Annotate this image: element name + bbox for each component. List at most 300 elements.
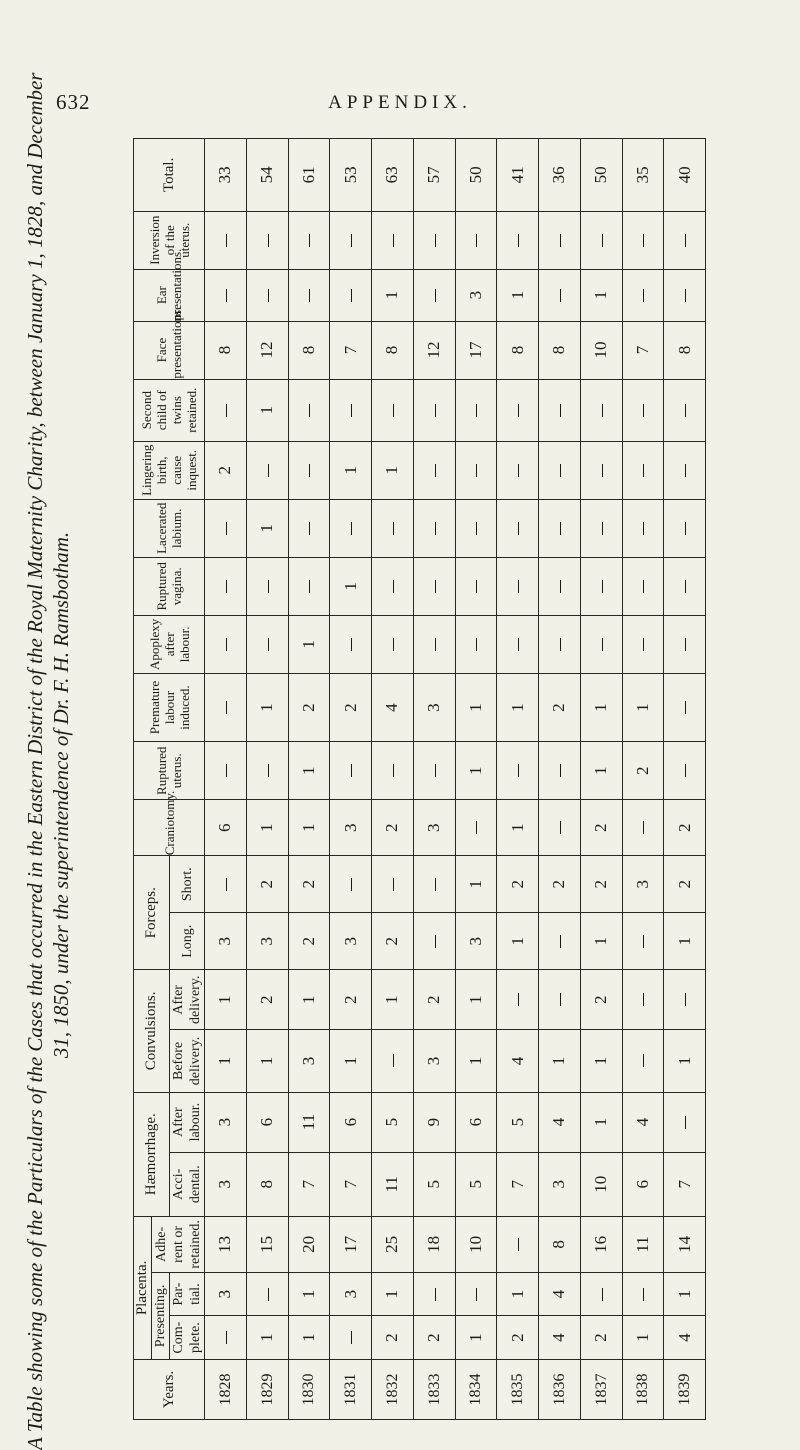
dash-mark bbox=[560, 289, 561, 302]
cell-total: 50 bbox=[455, 139, 497, 212]
cell-total: 35 bbox=[622, 139, 664, 212]
cell-adherent: 13 bbox=[205, 1216, 247, 1272]
cell-complete: 2 bbox=[497, 1316, 539, 1360]
cell-craniotomy: 2 bbox=[372, 800, 414, 856]
dash-mark bbox=[435, 878, 436, 891]
cell-complete bbox=[330, 1316, 372, 1360]
cell-apoplexy bbox=[622, 615, 664, 673]
cell-face: 8 bbox=[497, 321, 539, 379]
dash-mark bbox=[393, 580, 394, 593]
after-delivery-header: After delivery. bbox=[170, 970, 205, 1030]
cell-second-child bbox=[413, 379, 455, 441]
cell-adherent: 16 bbox=[580, 1216, 622, 1272]
dash-mark bbox=[268, 464, 269, 477]
dash-mark bbox=[435, 638, 436, 651]
dash-mark bbox=[226, 580, 227, 593]
dash-mark bbox=[518, 522, 519, 535]
dash-mark bbox=[643, 234, 644, 247]
cell-before: 1 bbox=[205, 1030, 247, 1092]
cell-lingering: 1 bbox=[330, 441, 372, 499]
cell-ruptured-uterus bbox=[413, 742, 455, 800]
cell-year: 1837 bbox=[580, 1359, 622, 1419]
cell-craniotomy: 1 bbox=[246, 800, 288, 856]
cell-ruptured-uterus: 1 bbox=[580, 742, 622, 800]
cell-apoplexy bbox=[664, 615, 706, 673]
cell-second-child bbox=[372, 379, 414, 441]
premature-labour-header: Premature labour induced. bbox=[134, 673, 205, 741]
cell-vagina bbox=[372, 557, 414, 615]
cell-partial bbox=[455, 1272, 497, 1316]
cell-long: 3 bbox=[205, 913, 247, 970]
cell-long: 2 bbox=[372, 913, 414, 970]
dash-mark bbox=[560, 522, 561, 535]
after-labour-header: After labour. bbox=[170, 1092, 205, 1152]
haemorrhage-header: Hæmorrhage. bbox=[134, 1092, 170, 1216]
cell-total: 33 bbox=[205, 139, 247, 212]
table-row bbox=[622, 139, 664, 1420]
cell-after-labour: 6 bbox=[246, 1092, 288, 1152]
dash-mark bbox=[226, 289, 227, 302]
dash-mark bbox=[560, 764, 561, 777]
cell-year: 1834 bbox=[455, 1359, 497, 1419]
cell-lingering bbox=[246, 441, 288, 499]
cell-second-child: 1 bbox=[246, 379, 288, 441]
dash-mark bbox=[393, 234, 394, 247]
cell-labium bbox=[497, 499, 539, 557]
dash-mark bbox=[560, 993, 561, 1006]
cell-long: 1 bbox=[664, 913, 706, 970]
cell-craniotomy: 6 bbox=[205, 800, 247, 856]
dash-mark bbox=[685, 701, 686, 714]
adherent-header: Adhe-rent or retained. bbox=[152, 1216, 205, 1272]
cell-total: 41 bbox=[497, 139, 539, 212]
cell-partial bbox=[580, 1272, 622, 1316]
cell-face: 8 bbox=[664, 321, 706, 379]
dash-mark bbox=[393, 878, 394, 891]
dash-mark bbox=[351, 522, 352, 535]
table-row bbox=[246, 139, 288, 1420]
cell-premature: 1 bbox=[455, 673, 497, 741]
cell-long: 1 bbox=[580, 913, 622, 970]
inversion-header: Inversion of the uterus. bbox=[134, 211, 205, 269]
cell-inversion bbox=[497, 211, 539, 269]
cell-total: 36 bbox=[539, 139, 581, 212]
cell-second-child bbox=[497, 379, 539, 441]
cell-after-labour: 6 bbox=[330, 1092, 372, 1152]
dash-mark bbox=[518, 764, 519, 777]
dash-mark bbox=[602, 580, 603, 593]
dash-mark bbox=[685, 404, 686, 417]
cell-total: 40 bbox=[664, 139, 706, 212]
cell-short bbox=[372, 856, 414, 913]
dash-mark bbox=[643, 993, 644, 1006]
dash-mark bbox=[518, 1238, 519, 1251]
cell-complete: 4 bbox=[539, 1316, 581, 1360]
cell-accidental: 5 bbox=[413, 1152, 455, 1216]
cell-craniotomy bbox=[539, 800, 581, 856]
cell-apoplexy bbox=[246, 615, 288, 673]
dash-mark bbox=[685, 580, 686, 593]
dash-mark bbox=[309, 580, 310, 593]
dash-mark bbox=[560, 404, 561, 417]
cell-vagina bbox=[455, 557, 497, 615]
dash-mark bbox=[351, 764, 352, 777]
cell-ruptured-uterus: 1 bbox=[288, 742, 330, 800]
cell-inversion bbox=[622, 211, 664, 269]
cell-after: 2 bbox=[580, 970, 622, 1030]
dash-mark bbox=[393, 764, 394, 777]
cell-premature: 2 bbox=[288, 673, 330, 741]
cell-partial bbox=[246, 1272, 288, 1316]
cell-premature bbox=[664, 673, 706, 741]
dash-mark bbox=[309, 289, 310, 302]
cell-short: 1 bbox=[455, 856, 497, 913]
dash-mark bbox=[643, 821, 644, 834]
cell-short bbox=[330, 856, 372, 913]
dash-mark bbox=[476, 522, 477, 535]
dash-mark bbox=[435, 580, 436, 593]
cell-labium bbox=[539, 499, 581, 557]
dash-mark bbox=[268, 234, 269, 247]
cell-vagina bbox=[413, 557, 455, 615]
cell-inversion bbox=[288, 211, 330, 269]
cell-inversion bbox=[539, 211, 581, 269]
cell-face: 8 bbox=[372, 321, 414, 379]
ear-presentations-header: Ear presentations. bbox=[134, 269, 205, 321]
cell-second-child bbox=[330, 379, 372, 441]
dash-mark bbox=[602, 1288, 603, 1301]
dash-mark bbox=[560, 234, 561, 247]
dash-mark bbox=[685, 764, 686, 777]
running-head: APPENDIX. bbox=[328, 92, 472, 113]
cell-adherent: 20 bbox=[288, 1216, 330, 1272]
cell-ruptured-uterus bbox=[246, 742, 288, 800]
presenting-header: Presenting. bbox=[152, 1272, 170, 1359]
dash-mark bbox=[351, 404, 352, 417]
dash-mark bbox=[476, 580, 477, 593]
dash-mark bbox=[643, 638, 644, 651]
cell-short: 2 bbox=[664, 856, 706, 913]
cell-after-labour bbox=[664, 1092, 706, 1152]
cell-before: 1 bbox=[539, 1030, 581, 1092]
dash-mark bbox=[226, 764, 227, 777]
dash-mark bbox=[309, 234, 310, 247]
dash-mark bbox=[476, 464, 477, 477]
cell-before: 1 bbox=[580, 1030, 622, 1092]
cell-ear bbox=[246, 269, 288, 321]
cell-inversion bbox=[455, 211, 497, 269]
cell-ear: 1 bbox=[497, 269, 539, 321]
cell-lingering bbox=[413, 441, 455, 499]
cell-craniotomy: 2 bbox=[580, 800, 622, 856]
dash-mark bbox=[435, 522, 436, 535]
cell-year: 1835 bbox=[497, 1359, 539, 1419]
dash-mark bbox=[351, 878, 352, 891]
cell-before: 1 bbox=[246, 1030, 288, 1092]
cell-ear bbox=[413, 269, 455, 321]
dash-mark bbox=[685, 289, 686, 302]
dash-mark bbox=[435, 289, 436, 302]
cell-labium bbox=[455, 499, 497, 557]
cell-labium bbox=[622, 499, 664, 557]
cell-accidental: 7 bbox=[497, 1152, 539, 1216]
cell-ear bbox=[288, 269, 330, 321]
table-row bbox=[539, 139, 581, 1420]
cell-premature: 2 bbox=[539, 673, 581, 741]
cell-before: 3 bbox=[413, 1030, 455, 1092]
dash-mark bbox=[602, 404, 603, 417]
cell-after-labour: 11 bbox=[288, 1092, 330, 1152]
cell-craniotomy: 1 bbox=[288, 800, 330, 856]
dash-mark bbox=[226, 522, 227, 535]
placenta-header: Placenta. bbox=[134, 1216, 152, 1359]
cell-craniotomy: 2 bbox=[664, 800, 706, 856]
cell-year: 1829 bbox=[246, 1359, 288, 1419]
dash-mark bbox=[226, 701, 227, 714]
cell-vagina bbox=[497, 557, 539, 615]
cell-after-labour: 5 bbox=[497, 1092, 539, 1152]
ruptured-uterus-header: Ruptured uterus. bbox=[134, 742, 205, 800]
cell-year: 1839 bbox=[664, 1359, 706, 1419]
cell-total: 54 bbox=[246, 139, 288, 212]
cell-complete: 4 bbox=[664, 1316, 706, 1360]
cell-inversion bbox=[246, 211, 288, 269]
cell-lingering bbox=[664, 441, 706, 499]
dash-mark bbox=[518, 638, 519, 651]
cell-accidental: 10 bbox=[580, 1152, 622, 1216]
apoplexy-header: Apoplexy after labour. bbox=[134, 615, 205, 673]
cell-partial bbox=[413, 1272, 455, 1316]
dash-mark bbox=[602, 234, 603, 247]
cell-apoplexy bbox=[455, 615, 497, 673]
dash-mark bbox=[518, 580, 519, 593]
dash-mark bbox=[268, 289, 269, 302]
cell-long bbox=[413, 913, 455, 970]
dash-mark bbox=[602, 464, 603, 477]
dash-mark bbox=[309, 404, 310, 417]
cell-inversion bbox=[330, 211, 372, 269]
cell-premature: 1 bbox=[580, 673, 622, 741]
dash-mark bbox=[685, 522, 686, 535]
cell-face: 7 bbox=[330, 321, 372, 379]
cell-complete: 2 bbox=[413, 1316, 455, 1360]
cell-year: 1832 bbox=[372, 1359, 414, 1419]
cell-apoplexy bbox=[205, 615, 247, 673]
cell-after: 1 bbox=[372, 970, 414, 1030]
dash-mark bbox=[226, 638, 227, 651]
dash-mark bbox=[435, 234, 436, 247]
cell-apoplexy bbox=[539, 615, 581, 673]
cell-after-labour: 1 bbox=[580, 1092, 622, 1152]
cell-vagina bbox=[622, 557, 664, 615]
cell-after-labour: 6 bbox=[455, 1092, 497, 1152]
cell-apoplexy: 1 bbox=[288, 615, 330, 673]
cell-ruptured-uterus bbox=[664, 742, 706, 800]
partial-header: Par-tial. bbox=[170, 1272, 205, 1316]
cell-short: 2 bbox=[580, 856, 622, 913]
cell-accidental: 7 bbox=[330, 1152, 372, 1216]
cell-partial: 1 bbox=[372, 1272, 414, 1316]
cell-after: 2 bbox=[413, 970, 455, 1030]
cell-accidental: 6 bbox=[622, 1152, 664, 1216]
dash-mark bbox=[476, 638, 477, 651]
dash-mark bbox=[518, 993, 519, 1006]
dash-mark bbox=[351, 638, 352, 651]
cell-face: 12 bbox=[413, 321, 455, 379]
dash-mark bbox=[393, 404, 394, 417]
cell-after: 1 bbox=[205, 970, 247, 1030]
cell-lingering: 2 bbox=[205, 441, 247, 499]
cell-adherent: 8 bbox=[539, 1216, 581, 1272]
dash-mark bbox=[685, 1116, 686, 1129]
cell-vagina: 1 bbox=[330, 557, 372, 615]
cell-face: 8 bbox=[205, 321, 247, 379]
dash-mark bbox=[268, 580, 269, 593]
dash-mark bbox=[435, 935, 436, 948]
cell-short bbox=[413, 856, 455, 913]
dash-mark bbox=[435, 764, 436, 777]
page-number: 632 bbox=[56, 90, 91, 114]
cell-before: 1 bbox=[330, 1030, 372, 1092]
dash-mark bbox=[309, 464, 310, 477]
cell-short: 2 bbox=[288, 856, 330, 913]
cell-short: 2 bbox=[539, 856, 581, 913]
cell-total: 53 bbox=[330, 139, 372, 212]
dash-mark bbox=[393, 522, 394, 535]
cell-ruptured-uterus: 1 bbox=[455, 742, 497, 800]
cell-labium bbox=[580, 499, 622, 557]
cell-year: 1828 bbox=[205, 1359, 247, 1419]
table-row bbox=[205, 139, 247, 1420]
cell-labium bbox=[330, 499, 372, 557]
cell-after-labour: 9 bbox=[413, 1092, 455, 1152]
table-row bbox=[413, 139, 455, 1420]
cell-complete: 1 bbox=[288, 1316, 330, 1360]
cell-short: 2 bbox=[497, 856, 539, 913]
cell-accidental: 3 bbox=[539, 1152, 581, 1216]
complete-header: Com-plete. bbox=[170, 1316, 205, 1360]
cell-adherent bbox=[497, 1216, 539, 1272]
dash-mark bbox=[476, 821, 477, 834]
cell-second-child bbox=[664, 379, 706, 441]
ruptured-vagina-header: Ruptured vagina. bbox=[134, 557, 205, 615]
dash-mark bbox=[518, 404, 519, 417]
dash-mark bbox=[643, 1054, 644, 1067]
cell-craniotomy: 3 bbox=[413, 800, 455, 856]
table-row bbox=[455, 139, 497, 1420]
cell-vagina bbox=[539, 557, 581, 615]
cell-after: 1 bbox=[455, 970, 497, 1030]
cell-apoplexy bbox=[497, 615, 539, 673]
cell-after-labour: 4 bbox=[622, 1092, 664, 1152]
dash-mark bbox=[435, 464, 436, 477]
cell-premature: 2 bbox=[330, 673, 372, 741]
dash-mark bbox=[268, 764, 269, 777]
cell-face: 12 bbox=[246, 321, 288, 379]
cell-long bbox=[622, 913, 664, 970]
cell-labium bbox=[205, 499, 247, 557]
cell-labium: 1 bbox=[246, 499, 288, 557]
cell-adherent: 10 bbox=[455, 1216, 497, 1272]
dash-mark bbox=[393, 1054, 394, 1067]
table-container bbox=[133, 138, 706, 1420]
cell-year: 1836 bbox=[539, 1359, 581, 1419]
cell-year: 1831 bbox=[330, 1359, 372, 1419]
dash-mark bbox=[226, 1331, 227, 1344]
cell-accidental: 11 bbox=[372, 1152, 414, 1216]
cell-year: 1833 bbox=[413, 1359, 455, 1419]
cell-accidental: 5 bbox=[455, 1152, 497, 1216]
cell-long bbox=[539, 913, 581, 970]
convulsions-header: Convulsions. bbox=[134, 970, 170, 1092]
second-child-header: Second child of twins retained. bbox=[134, 379, 205, 441]
cell-year: 1830 bbox=[288, 1359, 330, 1419]
cell-after bbox=[497, 970, 539, 1030]
dash-mark bbox=[602, 638, 603, 651]
dash-mark bbox=[685, 464, 686, 477]
dash-mark bbox=[685, 993, 686, 1006]
cell-apoplexy bbox=[580, 615, 622, 673]
dash-mark bbox=[268, 638, 269, 651]
forceps-short-header: Short. bbox=[170, 856, 205, 913]
cell-craniotomy bbox=[622, 800, 664, 856]
dash-mark bbox=[602, 522, 603, 535]
cell-lingering bbox=[288, 441, 330, 499]
cell-ear: 1 bbox=[372, 269, 414, 321]
dash-mark bbox=[643, 935, 644, 948]
cell-after bbox=[664, 970, 706, 1030]
dash-mark bbox=[476, 1288, 477, 1301]
cell-before: 3 bbox=[288, 1030, 330, 1092]
cell-ear bbox=[664, 269, 706, 321]
caption-line-2: 31, 1850, under the superintendence of Dr. F. H. Ramsbotham. bbox=[49, 531, 73, 1059]
cell-inversion bbox=[664, 211, 706, 269]
dash-mark bbox=[643, 289, 644, 302]
cell-apoplexy bbox=[372, 615, 414, 673]
dash-mark bbox=[560, 935, 561, 948]
cell-partial bbox=[622, 1272, 664, 1316]
cell-short bbox=[205, 856, 247, 913]
cell-vagina bbox=[288, 557, 330, 615]
dash-mark bbox=[643, 1288, 644, 1301]
cell-second-child bbox=[622, 379, 664, 441]
cell-complete: 1 bbox=[622, 1316, 664, 1360]
cell-premature: 4 bbox=[372, 673, 414, 741]
dash-mark bbox=[643, 522, 644, 535]
cell-craniotomy bbox=[455, 800, 497, 856]
cell-total: 57 bbox=[413, 139, 455, 212]
cell-ruptured-uterus bbox=[205, 742, 247, 800]
dash-mark bbox=[643, 404, 644, 417]
lacerated-labium-header: Lacerated labium. bbox=[134, 499, 205, 557]
dash-mark bbox=[309, 522, 310, 535]
cell-face: 10 bbox=[580, 321, 622, 379]
cell-ruptured-uterus bbox=[330, 742, 372, 800]
dash-mark bbox=[560, 638, 561, 651]
table-row bbox=[372, 139, 414, 1420]
dash-mark bbox=[268, 1288, 269, 1301]
cell-inversion bbox=[372, 211, 414, 269]
cell-lingering bbox=[497, 441, 539, 499]
dash-mark bbox=[518, 234, 519, 247]
cell-ruptured-uterus bbox=[372, 742, 414, 800]
cell-before bbox=[622, 1030, 664, 1092]
cell-second-child bbox=[539, 379, 581, 441]
cell-after: 1 bbox=[288, 970, 330, 1030]
cell-apoplexy bbox=[413, 615, 455, 673]
cell-labium bbox=[413, 499, 455, 557]
years-header: Years. bbox=[134, 1359, 205, 1419]
